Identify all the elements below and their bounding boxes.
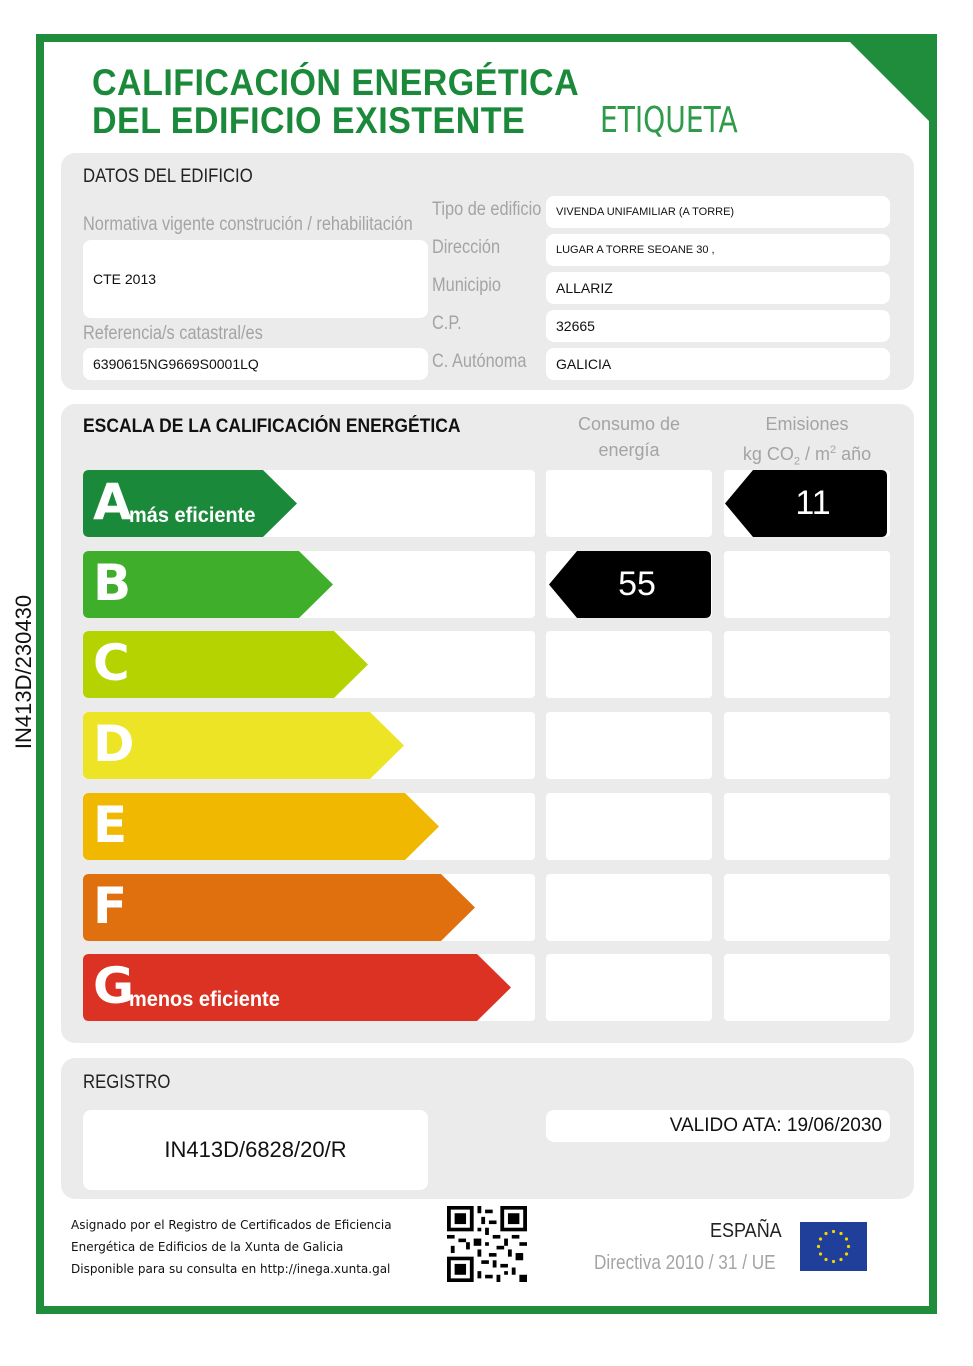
footer-info: Asignado por el Registro de Certificados de Eficiencia Energética de Edificios de la Xunta de Galicia Disponible para su consulta en http://inega.xunta.gal	[71, 1218, 392, 1276]
class-description: menos eficiente	[129, 988, 280, 1011]
qr-code-icon	[447, 1206, 527, 1282]
cp-label: C.P.	[432, 313, 462, 334]
consumo-cell-d	[546, 712, 712, 779]
emisiones-cell-e	[724, 793, 890, 860]
class-arrow-a	[83, 470, 297, 537]
class-arrow-e	[83, 793, 439, 860]
class-arrow-g	[83, 954, 511, 1021]
municipio-label: Municipio	[432, 275, 502, 296]
emisiones-cell-b	[724, 551, 890, 618]
class-arrow-d	[83, 712, 404, 779]
autonoma-label: C. Autónoma	[432, 351, 527, 372]
municipio-field: ALLARIZ	[546, 272, 890, 304]
catastral-field: 6390615NG9669S0001LQ	[83, 348, 428, 380]
energy-scale-title: ESCALA DE LA CALIFICACIÓN ENERGÉTICA	[83, 416, 461, 437]
class-letter: A	[93, 473, 132, 531]
class-arrow-c	[83, 631, 368, 698]
direccion-field: LUGAR A TORRE SEOANE 30 ,	[546, 234, 890, 266]
emisiones-indicator-value: 11	[795, 484, 831, 522]
country-label: ESPAÑA	[710, 1220, 782, 1242]
class-letter: E	[93, 796, 128, 854]
class-arrow-b	[83, 551, 333, 618]
class-letter: B	[93, 554, 132, 612]
emisiones-cell-c	[724, 631, 890, 698]
valid-until: VALIDO ATA: 19/06/2030	[546, 1110, 890, 1142]
corner-fold	[850, 42, 930, 122]
class-letter: G	[93, 957, 135, 1015]
class-letter: C	[93, 634, 130, 692]
class-letter: D	[93, 715, 135, 773]
tipo-field: VIVENDA UNIFAMILIAR (A TORRE)	[546, 196, 890, 228]
consumo-cell-a	[546, 470, 712, 537]
consumo-indicator	[549, 551, 711, 618]
consumo-cell-c	[546, 631, 712, 698]
registration-side-code: IN413D/230430	[11, 594, 36, 750]
consumo-cell-f	[546, 874, 712, 941]
building-data-title: DATOS DEL EDIFICIO	[83, 166, 253, 187]
class-description: más eficiente	[129, 504, 256, 527]
consumo-cell-g	[546, 954, 712, 1021]
emisiones-cell-f	[724, 874, 890, 941]
emisiones-header: Emisiones kg $CO_2 / m^2$ año	[742, 414, 872, 468]
consumo-indicator-value: 55	[618, 565, 656, 603]
directive-label: Directiva 2010 / 31 / UE	[594, 1252, 776, 1274]
eu-flag-icon	[800, 1222, 867, 1271]
consumo-header: Consumo de energía	[577, 414, 681, 460]
emisiones-cell-g	[724, 954, 890, 1021]
consumo-cell-e	[546, 793, 712, 860]
registro-title: REGISTRO	[83, 1072, 171, 1093]
emisiones-cell-d	[724, 712, 890, 779]
page-title: CALIFICACIÓN ENERGÉTICA DEL EDIFICIO EXISTENTE	[92, 62, 580, 141]
label-subtitle: ETIQUETA	[600, 100, 738, 141]
normativa-label: Normativa vigente construción / rehabilitación	[83, 214, 413, 235]
class-letter: F	[93, 877, 128, 935]
catastral-label: Referencia/s catastral/es	[83, 323, 263, 344]
tipo-label: Tipo de edificio	[432, 199, 542, 220]
registro-number: IN413D/6828/20/R	[83, 1110, 428, 1190]
class-arrow-f	[83, 874, 475, 941]
emisiones-indicator	[725, 470, 887, 537]
cp-field: 32665	[546, 310, 890, 342]
direccion-label: Dirección	[432, 237, 501, 258]
autonoma-field: GALICIA	[546, 348, 890, 380]
normativa-field: CTE 2013	[83, 240, 428, 318]
